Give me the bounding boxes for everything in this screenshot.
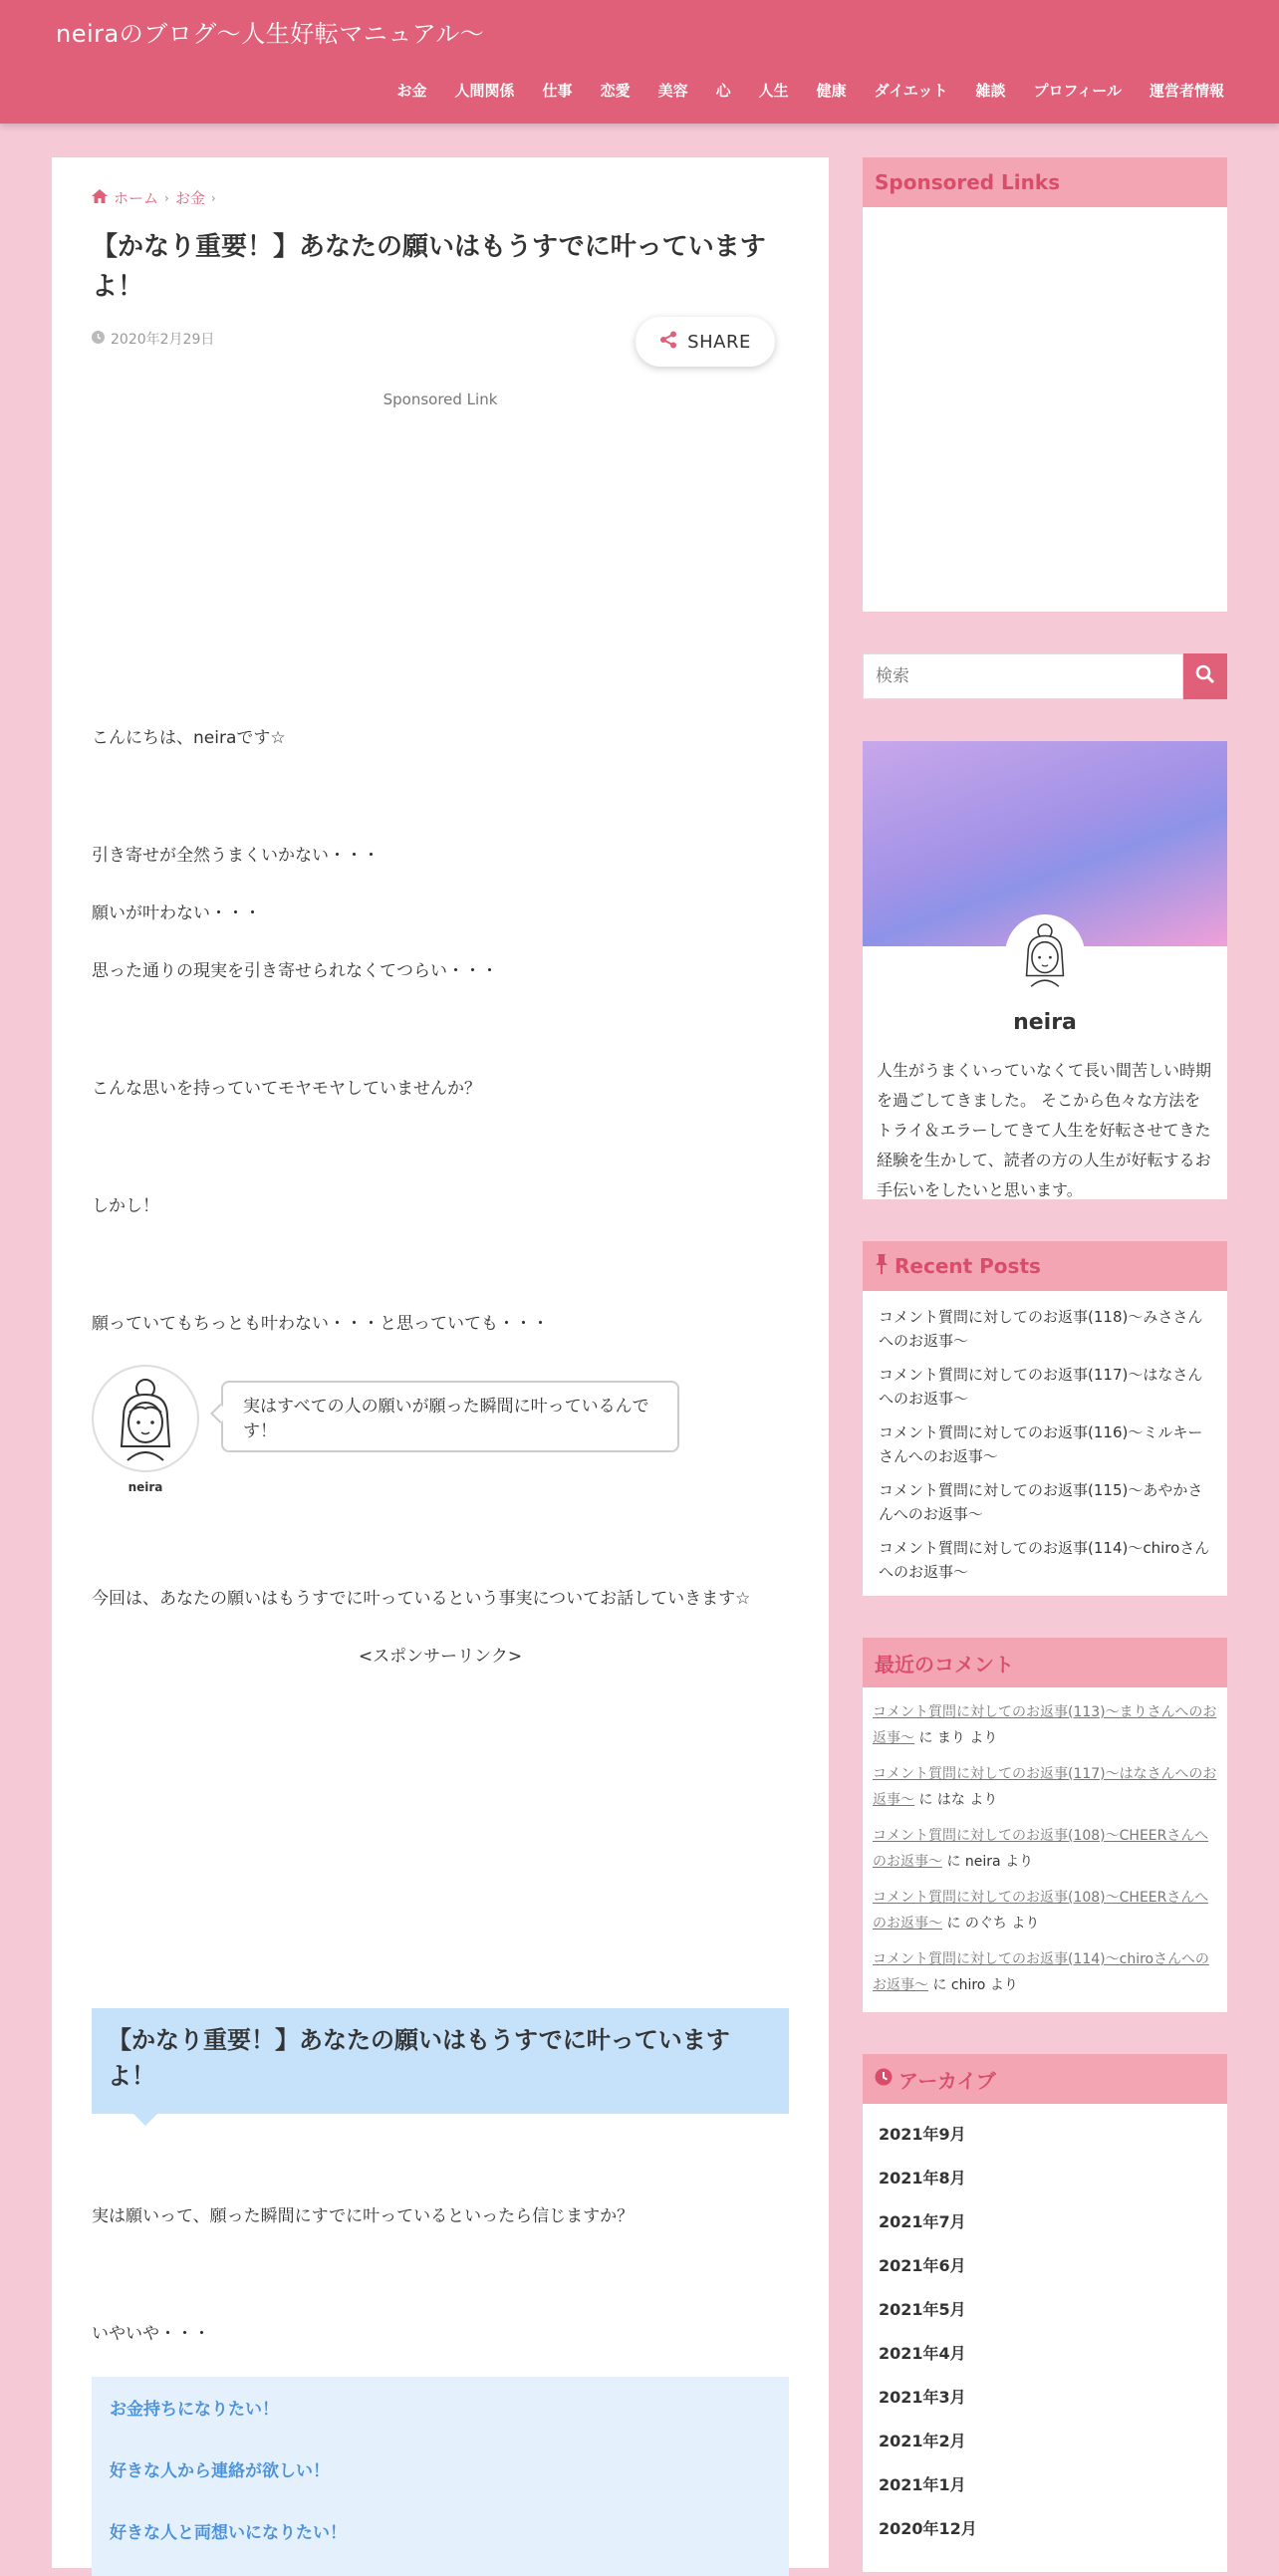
article-card (52, 157, 829, 2568)
nav-item-love[interactable]: 恋愛 (600, 82, 631, 100)
paragraph: こんな思いを持っていてモヤモヤしていませんか？ (92, 1079, 481, 1099)
archive-widget (863, 2054, 1227, 2572)
profile-name: neira (1013, 1010, 1077, 1035)
widget-title-text: アーカイブ (898, 2068, 996, 2093)
nav-item-money[interactable]: お金 (396, 82, 427, 100)
archive-link[interactable]: 2020年12月 (879, 2519, 977, 2538)
archive-link[interactable]: 2021年6月 (879, 2256, 966, 2275)
comment-post-link[interactable]: コメント質問に対してのお返事(114)～chiroさんへのお返事～ (873, 1951, 1209, 1993)
recent-posts-widget (863, 1241, 1227, 1596)
site-title[interactable]: neiraのブログ～人生好転マニュアル～ (56, 20, 485, 48)
archive-link[interactable]: 2021年8月 (879, 2169, 966, 2188)
comment-entry (873, 1761, 1217, 1813)
avatar-name: neira (128, 1480, 163, 1494)
comment-post-link[interactable]: コメント質問に対してのお返事(113)～まりさんへのお返事～ (873, 1704, 1217, 1746)
comment-author: に neira より (946, 1854, 1034, 1870)
global-nav (370, 80, 1224, 101)
post-title: 【かなり重要！】あなたの願いはもうすでに叶っていますよ！ (92, 232, 766, 302)
comment-entry (873, 1823, 1217, 1875)
nav-item-mind[interactable]: 心 (715, 82, 731, 100)
breadcrumb (92, 187, 216, 208)
recent-comments-widget (863, 1638, 1227, 2012)
search-button[interactable] (1183, 653, 1227, 699)
search-widget (863, 653, 1227, 699)
clock-icon (92, 331, 105, 348)
comment-post-link[interactable]: コメント質問に対してのお返事(108)～CHEERさんへのお返事～ (873, 1828, 1209, 1870)
chevron-right-icon: › (210, 190, 216, 205)
recent-post-link[interactable]: コメント質問に対してのお返事(118)～みささんへのお返事～ (879, 1308, 1203, 1350)
breadcrumb-home[interactable]: ホーム (114, 189, 159, 207)
chevron-right-icon: › (164, 190, 169, 205)
sponsored-widget (863, 157, 1227, 612)
balloon-text: 実はすべての人の願いが願った瞬間に叶っているんです！ (221, 1381, 679, 1452)
wish-item: お金持ちになりたい！ (110, 2400, 279, 2420)
paragraph: 願っていてもちっとも叶わない・・・と思っていても・・・ (92, 1314, 549, 1334)
widget-title (863, 2054, 1227, 2104)
archive-link[interactable]: 2021年1月 (879, 2475, 966, 2494)
paragraph: 願いが叶わない・・・ (92, 903, 261, 923)
widget-title: Sponsored Links (863, 157, 1227, 207)
nav-item-health[interactable]: 健康 (816, 82, 847, 100)
comment-author: に のぐち より (946, 1916, 1040, 1932)
share-button[interactable] (636, 317, 775, 367)
pin-icon (875, 1254, 889, 1279)
recent-post-link[interactable]: コメント質問に対してのお返事(114)～chiroさんへのお返事～ (879, 1539, 1210, 1581)
heading-tail (131, 2112, 159, 2126)
share-icon (659, 331, 677, 354)
widget-title: 最近のコメント (863, 1638, 1227, 1687)
paragraph: 実は願いって、願った瞬間にすでに叶っているといったら信じますか？ (92, 2206, 635, 2226)
comment-post-link[interactable]: コメント質問に対してのお返事(117)～はなさんへのお返事～ (873, 1766, 1217, 1808)
paragraph: 引き寄せが全然うまくいかない・・・ (92, 846, 380, 866)
comment-entry (873, 1699, 1217, 1751)
profile-description: 人生がうまくいっていなくて長い間苦しい時期を過ごしてきました。 そこから色々な方法をトライ＆エラーしてきて人生を好転させてきた経験を生かして、読者の方の人生が好転するお手伝いをしたいと思います。 (877, 1061, 1212, 1199)
archive-link[interactable]: 2021年9月 (879, 2125, 966, 2144)
nav-item-profile[interactable]: プロフィール (1033, 82, 1122, 100)
recent-post-link[interactable]: コメント質問に対してのお返事(115)～あやかさんへのお返事～ (879, 1481, 1203, 1523)
highlight-box (92, 2377, 789, 2576)
profile-avatar (1005, 914, 1085, 994)
comment-entry (873, 1946, 1217, 1998)
breadcrumb-category[interactable]: お金 (174, 189, 205, 207)
comment-author: に まり より (918, 1730, 998, 1746)
comment-entry (873, 1885, 1217, 1936)
comment-author: に はな より (918, 1792, 998, 1808)
nav-item-beauty[interactable]: 美容 (657, 82, 688, 100)
archive-link[interactable]: 2021年3月 (879, 2388, 966, 2407)
paragraph: 思った通りの現実を引き寄せられなくてつらい・・・ (92, 961, 498, 981)
archive-link[interactable]: 2021年7月 (879, 2212, 966, 2231)
archive-link[interactable]: 2021年2月 (879, 2432, 966, 2450)
wish-item: 好きな人から連絡が欲しい！ (110, 2461, 330, 2481)
sponsored-link-label: Sponsored Link (383, 390, 498, 408)
post-date (92, 329, 214, 349)
comment-post-link[interactable]: コメント質問に対してのお返事(108)～CHEERさんへのお返事～ (873, 1890, 1209, 1932)
home-icon (92, 189, 108, 207)
avatar (92, 1365, 199, 1472)
widget-title (863, 1241, 1227, 1291)
search-icon (1195, 664, 1215, 688)
profile-widget (863, 741, 1227, 1199)
paragraph: こんにちは、neiraです☆ (92, 728, 286, 748)
archive-link[interactable]: 2021年4月 (879, 2344, 966, 2363)
nav-item-work[interactable]: 仕事 (542, 82, 573, 100)
nav-item-diet[interactable]: ダイエット (874, 82, 948, 100)
archive-link[interactable]: 2021年5月 (879, 2300, 966, 2319)
wish-item: 好きな人と両想いになりたい！ (110, 2523, 347, 2543)
clock-icon (875, 2067, 893, 2091)
search-input[interactable] (863, 653, 1183, 699)
paragraph: いやいや・・・ (92, 2324, 210, 2344)
nav-item-relationships[interactable]: 人間関係 (454, 82, 515, 100)
comment-author: に chiro より (932, 1977, 1018, 1993)
site-header (0, 0, 1279, 124)
recent-post-link[interactable]: コメント質問に対してのお返事(117)～はなさんへのお返事～ (879, 1366, 1203, 1408)
post-date-text: 2020年2月29日 (111, 332, 215, 348)
nav-item-chat[interactable]: 雑談 (975, 82, 1006, 100)
paragraph: しかし！ (92, 1196, 159, 1216)
nav-item-operator[interactable]: 運営者情報 (1149, 82, 1224, 100)
sponsor-label: <スポンサーリンク> (358, 1647, 523, 1667)
paragraph: 今回は、あなたの願いはもうすでに叶っているという事実についてお話していきます☆ (92, 1589, 751, 1609)
share-label: SHARE (687, 331, 751, 353)
section-heading: 【かなり重要！】あなたの願いはもうすでに叶っていますよ！ (92, 2008, 789, 2114)
nav-item-life[interactable]: 人生 (758, 82, 789, 100)
recent-post-link[interactable]: コメント質問に対してのお返事(116)～ミルキーさんへのお返事～ (879, 1423, 1203, 1465)
widget-title-text: Recent Posts (895, 1254, 1041, 1278)
